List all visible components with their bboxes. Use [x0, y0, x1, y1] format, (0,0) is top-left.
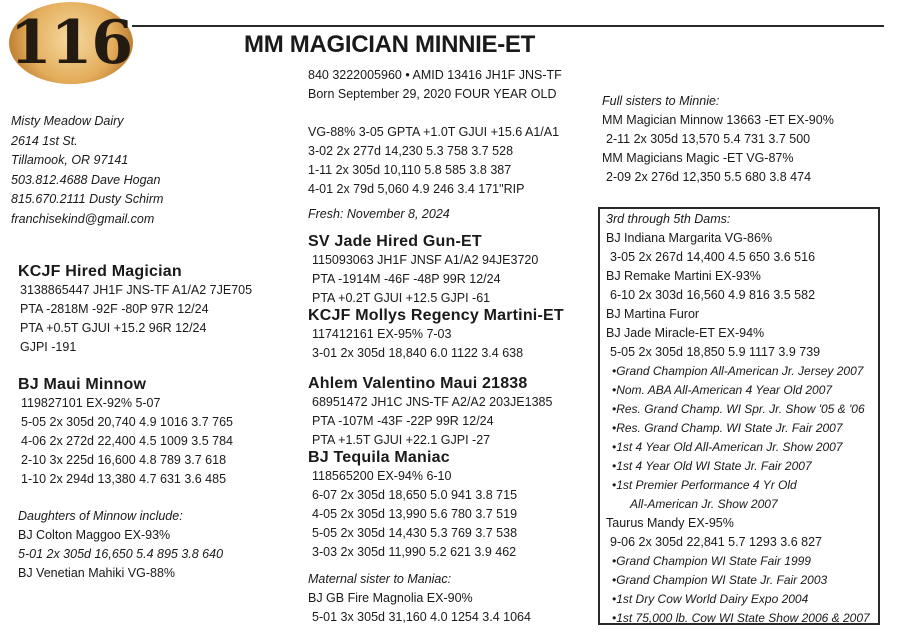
ancestor-dam-name: BJ Remake Martini EX-93% [606, 269, 761, 283]
sire-line: 3138865447 JH1F JNS-TF A1/A2 7JE705 [20, 283, 253, 297]
registration-info [308, 66, 562, 104]
page-title: MM MAGICIAN MINNIE-ET [244, 31, 536, 58]
consignor-line: Tillamook, OR 97141 [11, 153, 129, 167]
ancestor-dam-honor: •1st 75,000 lb. Cow WI State Show 2006 & 2007 [612, 611, 870, 625]
dams-dam-record: 3-03 2x 305d 11,990 5.2 621 3.9 462 [312, 545, 517, 559]
ancestor-dam-honor: •Res. Grand Champ. WI State Jr. Fair 2007 [612, 421, 843, 435]
record-line: 1-11 2x 305d 10,110 5.8 585 3.8 387 [308, 163, 512, 177]
production-records [308, 123, 559, 199]
sires-sire-line: PTA -1914M -46F -48P 99R 12/24 [312, 272, 501, 286]
classification-line: VG-88% 3-05 GPTA +1.0T GJUI +15.6 A1/A1 [308, 125, 560, 139]
maternal-sister-name: BJ GB Fire Magnolia EX-90% [308, 591, 473, 605]
ancestor-dam-name: BJ Indiana Margarita VG-86% [606, 231, 773, 245]
dams-dam-record: 5-05 2x 305d 14,430 5.3 769 3.7 538 [312, 526, 518, 540]
sister-name: MM Magician Minnow 13663 -ET EX-90% [602, 113, 834, 127]
daughters-block [18, 507, 223, 583]
record-line: 4-01 2x 79d 5,060 4.9 246 3.4 171"RIP [308, 182, 525, 196]
header-rule [132, 25, 884, 27]
dams-sire-line: PTA +1.5T GJUI +22.1 GJPI -27 [312, 433, 491, 447]
ancestor-dam-honor: •Nom. ABA All-American 4 Year Old 2007 [612, 383, 833, 397]
ancestor-dam-honor: •1st Premier Performance 4 Yr Old [612, 478, 797, 492]
lot-number: 116 [9, 8, 133, 78]
sires-sire-line: PTA +0.2T GJUI +12.5 GJPI -61 [312, 291, 491, 305]
full-sisters-heading: Full sisters to Minnie: [602, 94, 720, 108]
maternal-sister-block [308, 570, 531, 627]
dams-sire-block [308, 375, 552, 450]
ancestor-dam-name: BJ Jade Miracle-ET EX-94% [606, 326, 765, 340]
ancestor-dam-honor: •Grand Champion WI State Fair 1999 [612, 554, 811, 568]
consignor-email: franchisekind@gmail.com [11, 211, 155, 226]
sires-dam-line: 117412161 EX-95% 7-03 [312, 327, 452, 341]
ancestor-dam-honor: •1st 4 Year Old All-American Jr. Show 2007 [612, 440, 843, 454]
sires-sire-name: SV Jade Hired Gun-ET [308, 233, 482, 250]
dam-block [18, 376, 233, 489]
sire-line: PTA +0.5T GJUI +15.2 96R 12/24 [20, 321, 207, 335]
ancestor-dam-honor: •Grand Champion All-American Jr. Jersey 2007 [612, 364, 864, 378]
daughter-name: BJ Colton Maggoo EX-93% [18, 528, 171, 542]
record-line: 3-02 2x 277d 14,230 5.3 758 3.7 528 [308, 144, 514, 158]
dam-name: BJ Maui Minnow [18, 376, 147, 393]
sister-name: MM Magicians Magic -ET VG-87% [602, 151, 794, 165]
ancestor-dam-honor: All-American Jr. Show 2007 [630, 497, 778, 511]
ancestor-dam-honor: •1st 4 Year Old WI State Jr. Fair 2007 [612, 459, 812, 473]
sire-name: KCJF Hired Magician [18, 263, 182, 280]
ancestor-dam-honor: •Res. Grand Champ. WI Spr. Jr. Show '05 & '06 [612, 402, 865, 416]
consignor-phone: 815.670.2111 Dusty Schirm [11, 192, 164, 206]
dams-sire-line: PTA -107M -43F -22P 99R 12/24 [312, 414, 494, 428]
consignor-phone: 503.812.4688 Dave Hogan [11, 172, 161, 187]
ancestor-dam-name: Taurus Mandy EX-95% [606, 516, 734, 530]
full-sisters [602, 92, 834, 187]
ancestor-dam-honor: •1st Dry Cow World Dairy Expo 2004 [612, 592, 809, 606]
dam-line: 119827101 EX-92% 5-07 [21, 396, 161, 410]
dams-dam-record: 6-07 2x 305d 18,650 5.0 941 3.8 715 [312, 488, 518, 502]
sires-dam-record: 3-01 2x 305d 18,840 6.0 1122 3.4 638 [312, 346, 524, 360]
dam-record: 4-06 2x 272d 22,400 4.5 1009 3.5 784 [21, 434, 233, 448]
dams-dam-name: BJ Tequila Maniac [308, 449, 450, 466]
dams-dam-line: 118565200 EX-94% 6-10 [312, 469, 452, 483]
sire-block [18, 263, 252, 357]
daughter-record: 5-01 2x 305d 16,650 5.4 895 3.8 640 [18, 547, 224, 561]
ancestor-dam-record: 5-05 2x 305d 18,850 5.9 1117 3.9 739 [610, 345, 821, 359]
sire-line: PTA -2818M -92F -80P 97R 12/24 [20, 302, 209, 316]
sires-sire-line: 115093063 JH1F JNSF A1/A2 94JE3720 [312, 253, 539, 267]
sires-sire-block [308, 233, 538, 308]
sires-dam-name: KCJF Mollys Regency Martini-ET [308, 307, 564, 324]
daughters-heading: Daughters of Minnow include: [18, 509, 183, 523]
ancestor-dam-honor: •Grand Champion WI State Jr. Fair 2003 [612, 573, 828, 587]
ancestor-dam-record: 9-06 2x 305d 22,841 5.7 1293 3.6 827 [610, 535, 822, 549]
daughter-name: BJ Venetian Mahiki VG-88% [18, 566, 176, 580]
ancestor-dam-record: 3-05 2x 267d 14,400 4.5 650 3.6 516 [610, 250, 816, 264]
ancestor-dams-heading: 3rd through 5th Dams: [606, 212, 731, 226]
maternal-sister-heading: Maternal sister to Maniac: [308, 572, 452, 586]
consignor-line: 2614 1st St. [11, 133, 78, 148]
birth-line: Born September 29, 2020 FOUR YEAR OLD [308, 87, 557, 101]
consignor-address [11, 112, 163, 229]
sire-line: GJPI -191 [20, 340, 77, 354]
dams-dam-block [308, 449, 517, 562]
sires-dam-block [308, 307, 564, 363]
dam-record: 1-10 2x 294d 13,380 4.7 631 3.6 485 [21, 472, 227, 486]
sister-record: 2-11 2x 305d 13,570 5.4 731 3.7 500 [606, 132, 811, 146]
lot-number-badge [9, 2, 133, 84]
dams-sire-name: Ahlem Valentino Maui 21838 [308, 375, 528, 392]
dams-sire-line: 68951472 JH1C JNS-TF A2/A2 203JE1385 [312, 395, 553, 409]
ancestor-dam-name: BJ Martina Furor [606, 307, 700, 321]
dam-record: 5-05 2x 305d 20,740 4.9 1016 3.7 765 [21, 415, 233, 429]
maternal-sister-record: 5-01 3x 305d 31,160 4.0 1254 3.4 1064 [312, 610, 531, 624]
ancestor-dams-list [606, 210, 870, 628]
sister-record: 2-09 2x 276d 12,350 5.5 680 3.8 474 [606, 170, 812, 184]
registration-line: 840 3222005960 • AMID 13416 JH1F JNS-TF [308, 68, 562, 82]
dams-dam-record: 4-05 2x 305d 13,990 5.6 780 3.7 519 [312, 507, 518, 521]
dam-record: 2-10 3x 225d 16,600 4.8 789 3.7 618 [21, 453, 227, 467]
consignor-line: Misty Meadow Dairy [11, 114, 124, 128]
fresh-date: Fresh: November 8, 2024 [308, 207, 450, 221]
ancestor-dam-record: 6-10 2x 303d 16,560 4.9 816 3.5 582 [610, 288, 816, 302]
